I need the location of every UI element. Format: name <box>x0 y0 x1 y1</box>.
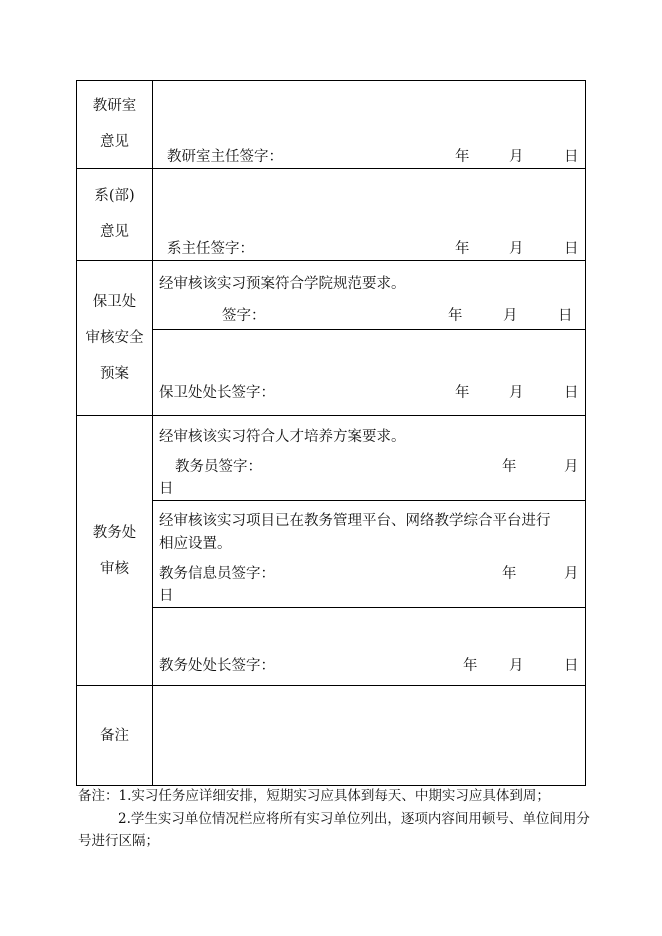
month-label: 月 <box>503 308 518 324</box>
month-label: 月 <box>509 385 524 401</box>
cell-divider <box>152 329 586 330</box>
column-divider <box>152 80 153 786</box>
row-label-xi <box>77 178 152 250</box>
label-line: 教务处 <box>92 525 137 541</box>
day-label: 日 <box>564 149 579 165</box>
review-text: 经审核该实习符合人才培养方案要求。 <box>159 429 406 445</box>
row-label-baowei <box>77 284 152 392</box>
label-line: 意见 <box>100 134 129 150</box>
label-line: 教研室 <box>92 98 137 114</box>
signature-label: 教务信息员签字： <box>159 566 275 582</box>
signature-label: 教务处处长签字： <box>159 658 275 674</box>
day-label: 日 <box>159 588 174 604</box>
month-label: 月 <box>509 241 524 257</box>
review-text: 经审核该实习预案符合学院规范要求。 <box>159 276 406 292</box>
label-line: 保卫处 <box>92 294 137 310</box>
signature-label: 教研室主任签字： <box>167 149 283 165</box>
day-label: 日 <box>564 241 579 257</box>
signature-label: 教务员签字： <box>175 459 262 475</box>
table-border <box>585 80 586 786</box>
note-line: 号进行区隔； <box>78 833 159 849</box>
year-label: 年 <box>502 459 517 475</box>
month-label: 月 <box>509 149 524 165</box>
signature-label: 保卫处处长签字： <box>159 385 275 401</box>
review-text: 经审核该实习项目已在教务管理平台、网络教学综合平台进行 <box>159 513 551 529</box>
month-label: 月 <box>564 459 579 475</box>
row-label-beizhu: 备注 <box>100 728 129 744</box>
signature-label: 系主任签字： <box>167 241 254 257</box>
label-line: 审核 <box>100 561 129 577</box>
day-label: 日 <box>159 481 174 497</box>
review-text: 相应设置。 <box>159 536 232 552</box>
year-label: 年 <box>502 566 517 582</box>
label-line: 预案 <box>100 366 129 382</box>
label-line: 系(部) <box>94 188 135 204</box>
cell-divider <box>152 607 586 608</box>
year-label: 年 <box>463 658 478 674</box>
row-label-jiaoyanshi <box>77 88 152 160</box>
year-label: 年 <box>455 385 470 401</box>
month-label: 月 <box>509 658 524 674</box>
label-line: 审核安全 <box>85 330 144 346</box>
year-label: 年 <box>455 241 470 257</box>
day-label: 日 <box>564 658 579 674</box>
note-line: 2.学生实习单位情况栏应将所有实习单位列出，逐项内容间用顿号、单位间用分 <box>118 811 590 827</box>
year-label: 年 <box>448 308 463 324</box>
day-label: 日 <box>564 385 579 401</box>
day-label: 日 <box>558 308 573 324</box>
year-label: 年 <box>455 149 470 165</box>
row-label-jiaowu <box>77 515 152 587</box>
note-line: 备注：1.实习任务应详细安排，短期实习应具体到每天、中期实习应具体到周； <box>78 788 550 804</box>
month-label: 月 <box>564 566 579 582</box>
label-line: 意见 <box>100 224 129 240</box>
cell-divider <box>152 500 586 501</box>
signature-label: 签字： <box>222 308 266 324</box>
